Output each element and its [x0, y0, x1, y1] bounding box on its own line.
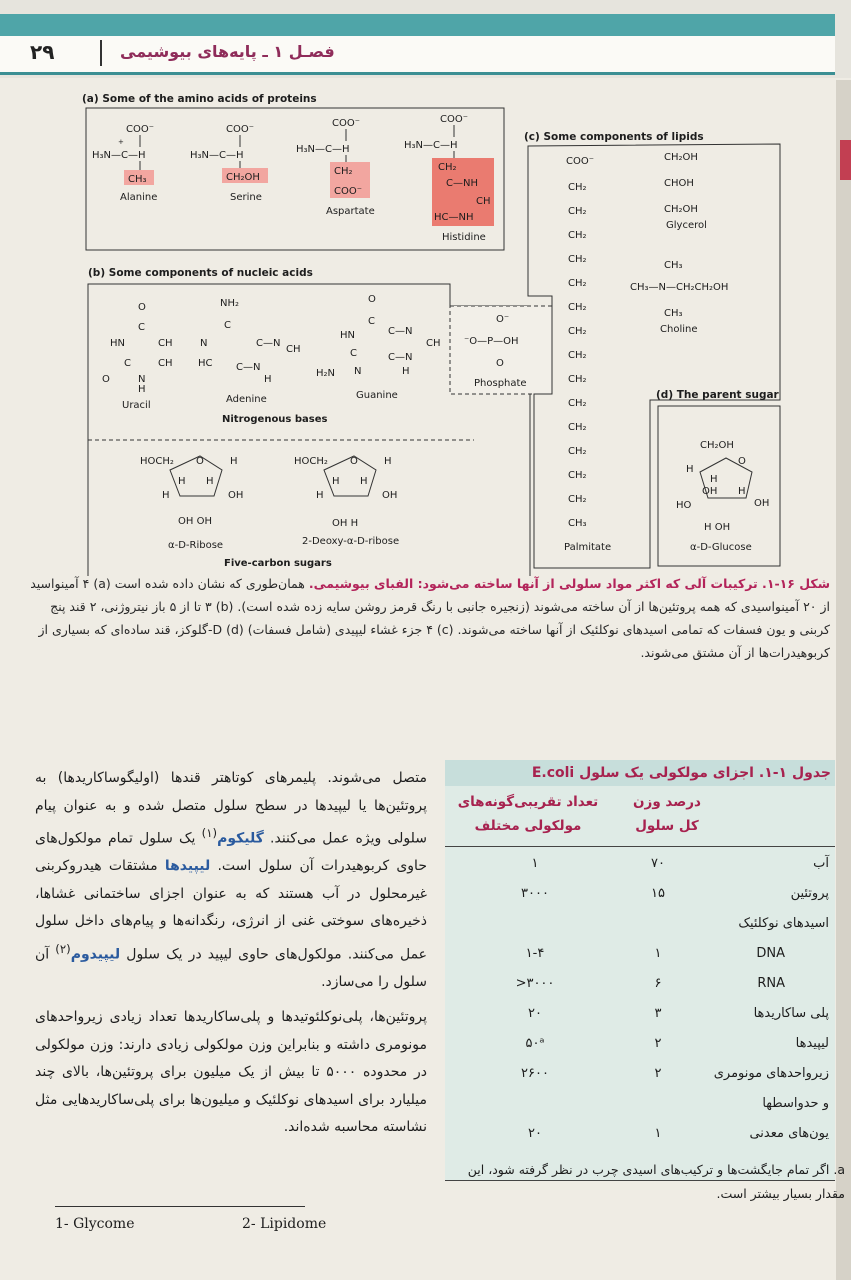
phosphate-structure — [450, 306, 552, 394]
svg-text:CH₂: CH₂ — [568, 350, 587, 361]
svg-text:CH₂: CH₂ — [568, 278, 587, 289]
svg-text:COO⁻: COO⁻ — [332, 118, 361, 129]
svg-text:H: H — [162, 490, 170, 501]
panel-b-title: (b) Some components of nucleic acids — [88, 267, 313, 279]
header-band — [0, 14, 835, 36]
palmitate-label: Palmitate — [564, 542, 612, 553]
svg-text:O: O — [196, 456, 204, 467]
svg-text:CH₂OH: CH₂OH — [226, 172, 260, 183]
histidine-structure — [404, 114, 494, 243]
svg-text:COO⁻: COO⁻ — [440, 114, 469, 125]
svg-text:H: H — [138, 384, 146, 395]
svg-text:H: H — [710, 474, 718, 485]
caption-text: همان‌طوری که نشان داده شده است (a) ۴ آمینواسید از ۲۰ آمینواسیدی که همه پروتئین‌ها از آن ساخته می‌شوند (زنجیره جانبی با رنگ قرمز روشن سایه زده شده است). (b) ۳ تا از ۵ باز نیتروژنی، ۲ قند پنج کربنی و یون فسفات که تمامی اسیدهای نوکلئیک از آنها ساخته می‌شوند. (c) ۴ جزء غشاء لیپیدی (شامل فسفات) (d) D-گلوکز، قند ساده‌ای که بسیاری از کربوهیدرات‌ها از آن مشتق می‌شوند. — [30, 576, 830, 660]
svg-text:CH₃: CH₃ — [128, 174, 147, 185]
footnote-2: 2- Lipidome — [242, 1216, 327, 1232]
svg-text:H₂N: H₂N — [316, 368, 336, 379]
svg-text:+: + — [118, 138, 124, 146]
svg-text:HN: HN — [110, 338, 125, 349]
svg-text:CH: CH — [476, 196, 491, 207]
svg-text:CH₃—N—CH₂CH₂OH: CH₃—N—CH₂CH₂OH — [630, 282, 729, 293]
phosphate-label: Phosphate — [474, 378, 527, 389]
ecoli-table — [445, 760, 835, 1181]
uracil-structure — [102, 302, 173, 411]
svg-text:C: C — [124, 358, 131, 369]
svg-text:O: O — [496, 358, 504, 369]
glycerol-structure — [664, 152, 707, 231]
svg-text:H: H — [686, 464, 694, 475]
svg-text:HOCH₂: HOCH₂ — [140, 456, 174, 467]
glucose-label: α-D-Glucose — [690, 542, 752, 553]
table-header — [445, 786, 835, 847]
svg-text:CH₂: CH₂ — [568, 422, 587, 433]
five-carbon-sugars-label: Five-carbon sugars — [224, 558, 332, 569]
svg-text:HOCH₂: HOCH₂ — [294, 456, 328, 467]
table-row: لیپیدها ۲ ۵۰ᵃ — [525, 1036, 829, 1051]
svg-text:C—NH: C—NH — [446, 178, 478, 189]
svg-text:CH₂: CH₂ — [568, 326, 587, 337]
svg-text:OH H: OH H — [332, 518, 359, 529]
panel-c-box — [528, 144, 780, 568]
footnote-rule — [55, 1206, 305, 1207]
term-glycome: گلیکوم — [217, 830, 264, 847]
table-row: پلی ساکاریدها ۳ ۲۰ — [528, 1006, 829, 1021]
svg-text:H₃N—C—H: H₃N—C—H — [92, 150, 146, 161]
svg-text:O: O — [738, 456, 746, 467]
page-edge — [836, 80, 851, 1280]
figure-biomolecules — [50, 84, 838, 576]
svg-text:H: H — [360, 476, 368, 487]
choline-structure — [630, 260, 728, 335]
svg-text:H₃N—C—H: H₃N—C—H — [404, 140, 458, 151]
svg-text:HO: HO — [676, 500, 692, 511]
svg-text:H: H — [230, 456, 238, 467]
footnote-1: 1- Glycome — [55, 1216, 135, 1232]
svg-text:O: O — [138, 302, 146, 313]
table-row: DNA ۱ ۱-۴ — [525, 946, 785, 961]
serine-structure — [190, 124, 268, 203]
svg-text:C—N: C—N — [256, 338, 281, 349]
svg-text:CH: CH — [286, 344, 301, 355]
svg-text:N: N — [138, 374, 146, 385]
svg-text:H: H — [178, 476, 186, 487]
svg-text:OH: OH — [382, 490, 398, 501]
table-row: اسیدهای نوکلئیک — [738, 916, 829, 931]
panel-c-title: (c) Some components of lipids — [524, 131, 704, 143]
svg-text:CH₂: CH₂ — [438, 162, 457, 173]
chapter-title: فصـل ۱ ـ پایه‌های بیوشیمی — [120, 42, 335, 61]
svg-text:CH₂OH: CH₂OH — [700, 440, 734, 451]
svg-text:⁻O—P—OH: ⁻O—P—OH — [464, 336, 519, 347]
table-body — [445, 786, 835, 1181]
svg-text:O: O — [102, 374, 110, 385]
svg-text:C: C — [368, 316, 375, 327]
alanine-structure — [92, 124, 157, 203]
svg-text:CH₂: CH₂ — [568, 374, 587, 385]
paragraph-2: پروتئین‌ها، پلی‌نوکلئوتیدها و پلی‌ساکاریدها تعداد زیادی زیرواحدهای مونومری داشته و بنابراین وزن مولکولی زیادی دارند: وزن مولکولی در محدوده ۵۰۰۰ تا بیش از یک میلیون برای پروتئین‌ها، بالای چند میلیارد برای اسیدهای نوکلئیک و میلیون‌ها برای پلی‌ساکاریدهایی مثل نشاسته محاسبه شده‌اند. — [35, 1009, 427, 1136]
glucose-structure — [676, 440, 769, 553]
page-number: ۲۹ — [30, 40, 55, 64]
svg-text:CH: CH — [426, 338, 441, 349]
svg-text:CH₂: CH₂ — [568, 494, 587, 505]
svg-text:CH₂: CH₂ — [334, 166, 353, 177]
svg-text:CH₂: CH₂ — [568, 182, 587, 193]
guanine-label: Guanine — [356, 390, 398, 401]
svg-text:OH: OH — [754, 498, 770, 509]
paragraph-1: متصل می‌شوند. پلیمرهای کوتاهتر قندها (اولیگوساکاریدها) به پروتئین‌ها یا لیپیدها در سطح سلول متصل شده و به عنوان پیام سلولی ویژه عمل می‌کنند. گلیکوم$^{(۱)}$ یک سلول تمام مولکول‌های حاوی کربوهیدرات آن سلول است. لیپیدها مشتقات هیدروکربنی غیرمحلول در آب هستند که به عنوان اجزای ساختمانی غشاها، ذخیره‌های سوختی غنی از انرژی، رنگدانه‌ها و پیام‌های داخل سلول عمل می‌کنند. مولکول‌های حاوی لیپید در یک سلول لیپیدوم$^{(۲)}$ آن سلول را می‌سازد. — [35, 770, 428, 990]
svg-text:H: H — [316, 490, 324, 501]
svg-text:CH₂: CH₂ — [568, 446, 587, 457]
svg-text:COO⁻: COO⁻ — [334, 186, 363, 197]
svg-text:HN: HN — [340, 330, 355, 341]
svg-text:CH₃: CH₃ — [664, 260, 683, 271]
uracil-label: Uracil — [122, 400, 151, 411]
table-row: پروتئین ۱۵ ۳۰۰۰ — [521, 886, 829, 901]
table-row: و حدواسطها — [762, 1096, 829, 1111]
svg-text:COO⁻: COO⁻ — [126, 124, 155, 135]
svg-text:OH OH: OH OH — [178, 516, 212, 527]
svg-text:N: N — [354, 366, 362, 377]
svg-text:O⁻: O⁻ — [496, 314, 510, 325]
deoxyribose-label: 2-Deoxy-α-D-ribose — [302, 536, 400, 547]
svg-text:H: H — [738, 486, 746, 497]
adenine-label: Adenine — [226, 394, 267, 405]
svg-text:C: C — [224, 320, 231, 331]
serine-label: Serine — [230, 192, 262, 203]
table-footnote: a. اگر تمام جایگشت‌ها و ترکیب‌های اسیدی چرب در نظر گرفته شود، این مقدار بسیار بیشتر است. — [467, 1162, 845, 1201]
table-title: جدول ۱-۱. اجزای مولکولی یک سلول E.coli — [445, 760, 835, 786]
svg-text:C—N: C—N — [236, 362, 261, 373]
svg-text:O: O — [368, 294, 376, 305]
svg-text:COO⁻: COO⁻ — [566, 156, 595, 167]
choline-label: Choline — [660, 324, 698, 335]
header-percent: درصد وزن کل سلول — [633, 794, 701, 834]
svg-text:H: H — [206, 476, 214, 487]
svg-text:CH₂OH: CH₂OH — [664, 204, 698, 215]
term-lipidome: لیپیدوم — [70, 946, 121, 963]
chapter-tab — [840, 140, 851, 180]
svg-text:CH₂: CH₂ — [568, 206, 587, 217]
svg-text:CH: CH — [158, 358, 173, 369]
svg-text:COO⁻: COO⁻ — [226, 124, 255, 135]
svg-text:CH₂OH: CH₂OH — [664, 152, 698, 163]
svg-text:CH: CH — [158, 338, 173, 349]
panel-d-title: (d) The parent sugar — [656, 389, 779, 401]
aspartate-structure — [296, 118, 375, 217]
nitrogenous-bases-label: Nitrogenous bases — [222, 414, 328, 425]
table-row: RNA ۶ >۳۰۰۰ — [515, 976, 785, 991]
glycerol-label: Glycerol — [666, 220, 707, 231]
svg-text:C—N: C—N — [388, 352, 413, 363]
svg-text:HC: HC — [198, 358, 213, 369]
svg-text:C: C — [350, 348, 357, 359]
guanine-structure — [316, 294, 441, 401]
header-divider — [100, 40, 102, 66]
deoxyribose-structure — [294, 456, 399, 547]
svg-text:O: O — [350, 456, 358, 467]
alanine-label: Alanine — [120, 192, 158, 203]
svg-text:N: N — [200, 338, 208, 349]
svg-text:CHOH: CHOH — [664, 178, 694, 189]
table-row: آب ۷۰ ۱ — [531, 856, 829, 871]
svg-text:OH: OH — [228, 490, 244, 501]
caption-title: شکل ۱۶-۱. ترکیبات آلی که اکثر مواد سلولی از آنها ساخته می‌شود: الفبای بیوشیمی. — [308, 576, 830, 591]
aspartate-label: Aspartate — [326, 206, 375, 217]
svg-text:C: C — [138, 322, 145, 333]
svg-text:CH₂: CH₂ — [568, 470, 587, 481]
ribose-structure — [140, 456, 243, 551]
svg-text:CH₃: CH₃ — [568, 518, 587, 529]
table-row: زیرواحدهای مونومری ۲ ۲۶۰۰ — [521, 1066, 829, 1081]
svg-text:H₃N—C—H: H₃N—C—H — [190, 150, 244, 161]
ribose-label: α-D-Ribose — [168, 540, 224, 551]
svg-text:H: H — [402, 366, 410, 377]
svg-text:CH₂: CH₂ — [568, 398, 587, 409]
histidine-label: Histidine — [442, 232, 486, 243]
svg-text:C—N: C—N — [388, 326, 413, 337]
svg-text:CH₃: CH₃ — [664, 308, 683, 319]
palmitate-structure — [564, 156, 611, 553]
svg-text:CH₂: CH₂ — [568, 302, 587, 313]
panel-a-title: (a) Some of the amino acids of proteins — [82, 93, 317, 105]
svg-text:HC—NH: HC—NH — [434, 212, 474, 223]
header-count: تعداد تقریبی‌گونه‌های مولکولی مختلف — [457, 794, 599, 834]
table-row: یون‌های معدنی ۱ ۲۰ — [528, 1126, 829, 1141]
svg-text:H: H — [384, 456, 392, 467]
svg-text:OH: OH — [702, 486, 718, 497]
svg-text:H: H — [332, 476, 340, 487]
svg-text:NH₂: NH₂ — [220, 298, 240, 309]
svg-text:CH₂: CH₂ — [568, 230, 587, 241]
svg-text:H₃N—C—H: H₃N—C—H — [296, 144, 350, 155]
adenine-structure — [198, 298, 301, 405]
figure-caption — [30, 572, 830, 664]
body-text — [35, 765, 427, 1150]
svg-text:H: H — [264, 374, 272, 385]
svg-text:CH₂: CH₂ — [568, 254, 587, 265]
svg-text:H OH: H OH — [704, 522, 731, 533]
term-lipids: لیپیدها — [164, 858, 211, 875]
